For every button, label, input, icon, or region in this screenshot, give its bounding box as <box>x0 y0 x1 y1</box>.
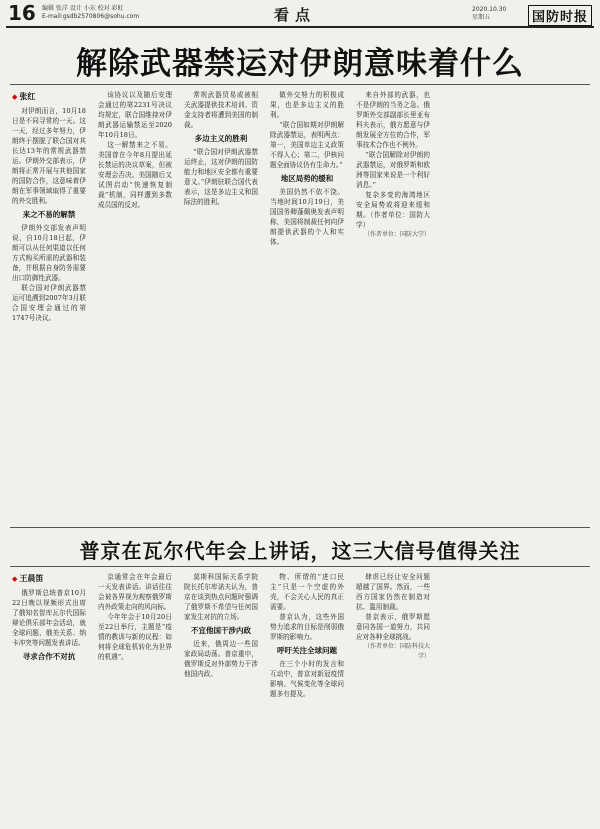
paragraph: 联合国对伊朗武器禁运可追溯到2007年3月联合国安理会通过的第1747号决议。 <box>12 284 86 322</box>
divider <box>10 84 590 85</box>
subheading: 不宜他国干涉内政 <box>191 626 251 635</box>
article-2-column-2 <box>98 572 172 822</box>
editorial-staff <box>42 5 139 21</box>
paragraph: 常规武器贸易或被相关武器提供技术培训、资金支持者将遭到美国的制裁。 <box>184 91 258 129</box>
article-2-column-4 <box>270 572 344 822</box>
paragraph: 做外交努力的积极成果，也是多边主义的胜利。 <box>270 91 344 119</box>
paragraph: 伊朗外交部发表声明说，自10月18日起，伊朗可以从任何渠道以任何方式购买所需的武器和装备，并根据自身防务需要出口防御性武器。 <box>12 224 86 282</box>
paragraph: “联合国对伊朗武器禁运终止，这对伊朗的国防能力和地区安全都有重要意义。”伊朗驻联合国代表表示，这是多边主义和国际法的胜利。 <box>184 148 258 206</box>
page-header <box>6 1 594 28</box>
paragraph: “联合国解除对伊朗的武器禁运，对俄罗斯和欧洲等国家来说是一个利好消息。” <box>356 151 430 189</box>
section-title: 看点 <box>274 6 317 24</box>
date: 2020.10.30 <box>472 6 507 13</box>
paragraph: “联合国如期对伊朗解除武器禁运，表明两点：第一，美国单边主义政策不得人心；第二，伊核问题全面协议仍有生命力。” <box>270 121 344 169</box>
article-1-column-2 <box>98 90 172 518</box>
paragraph: 肆虐已经让安全问题超越了国界。然而，一些西方国家仍然在制造对抗、滥用制裁。 <box>356 573 430 611</box>
paragraph: 近来，俄周边一些国家政局动荡。普京重申，俄罗斯反对外部势力干涉他国内政。 <box>184 640 258 678</box>
subheading: 地区局势的缓和 <box>280 174 334 183</box>
author-affiliation: （作者单位：国防大学） <box>363 231 430 238</box>
page-number: 16 <box>8 1 36 25</box>
author: 王晨笛 <box>19 574 44 583</box>
author: 张红 <box>19 92 36 101</box>
paragraph: 京通常会在年会最后一天发表讲话。讲话往往会被各界视为观察俄罗斯内外政策走向的风向标。 <box>98 573 172 611</box>
paragraph: 普京认为，这些外国势力追求的目标是削弱俄罗斯的影响力。 <box>270 613 344 641</box>
author-affiliation: （作者单位：国防科技大学） <box>363 643 430 660</box>
paragraph: 今年年会于10月20日至22日举行，主题是“疫情的教训与新的议程：如何将全球危机转化为世界的机遇”。 <box>98 613 172 661</box>
article-2-column-3 <box>184 572 258 822</box>
subheading: 寻求合作不对抗 <box>22 652 76 661</box>
paragraph: 在三个小时的发言和互动中，普京对新冠疫情影响、气候变化等全球问题多有提及。 <box>270 660 344 698</box>
article-1-column-5 <box>356 90 430 518</box>
article-2-column-1 <box>12 572 86 822</box>
article-2-headline: 普京在瓦尔代年会上讲话，这三大信号值得关注 <box>79 539 521 563</box>
subheading: 呼吁关注全球问题 <box>277 646 337 655</box>
diamond-icon: ◆ <box>12 575 18 583</box>
issue-date <box>472 6 506 22</box>
masthead-logo: 国防时报 <box>528 5 592 26</box>
divider <box>10 566 590 567</box>
article-1-headline: 解除武器禁运对伊朗意味着什么 <box>76 46 524 82</box>
paragraph: 莫斯科国际关系学院院长托尔库诺夫认为，普京在谈到热点问题时强调了俄罗斯不希望与任何国家发生对抗的立场。 <box>184 573 258 621</box>
divider <box>10 527 590 528</box>
paragraph: 该协议以及随后安理会通过的第2231号决议均规定，联合国维持对伊朗武器运输禁运至2020年10月18日。 <box>98 91 172 139</box>
paragraph: 普京表示，俄罗斯愿意同各国一道努力，共同应对各种全球挑战。 <box>356 613 430 641</box>
paragraph: 复杂多变的海湾地区安全局势或将迎来缓和期。（作者单位：国防大学） <box>356 191 430 229</box>
paragraph: 这一解禁来之不易。美国曾在今年8月提出延长禁运的决议草案，但被安理会否决。美国随后又试图启动“快速恢复制裁”机制，同样遭到多数成员国的反对。 <box>98 141 172 209</box>
paragraph: 对伊朗而言，10月18日是不同寻常的一天。这一天，经过多年努力，伊朗终于摆脱了联合国对其长达13年的常规武器禁运。伊朗外交部表示，伊朗将正常开展与其他国家的国防合作，这意味着伊朗在军事领域取得了重要的外交胜利。 <box>12 107 86 205</box>
subheading: 来之不易的解禁 <box>22 210 76 219</box>
article-2-byline <box>12 574 86 584</box>
article-1-column-3 <box>184 90 258 518</box>
weekday: 星期五 <box>472 14 491 21</box>
paragraph: 俄罗斯总统普京10月22日晚以视频形式出席了俄知名智库瓦尔代国际辩论俱乐部年会活动，就全球问题、俄美关系、纳卡冲突等问题发表讲话。 <box>12 589 86 647</box>
article-2-column-5 <box>356 572 430 822</box>
staff-line: 编辑 张洋 设计 小东 校对 彩虹 <box>42 5 124 12</box>
article-1-column-1 <box>12 90 86 518</box>
article-1-byline <box>12 92 86 102</box>
paragraph: 美国仍然不依不饶。当地时间10月19日，美国国务卿蓬佩奥发表声明称，美国将制裁任何向伊朗提供武器的个人和实体。 <box>270 188 344 246</box>
paragraph: 物、所谓的“进口民主”只是一个空虚的外壳，不会关心人民的真正需要。 <box>270 573 344 611</box>
diamond-icon: ◆ <box>12 93 18 101</box>
staff-email: E-mail:gsdb2570806@sohu.com <box>42 13 140 20</box>
paragraph: 来自外部的武器，也不是伊朗的当务之急。俄罗斯外交部副部长里亚布科夫表示，俄方愿意与伊朗发展全方位的合作，军事技术合作也不例外。 <box>356 91 430 149</box>
article-1-column-4 <box>270 90 344 518</box>
subheading: 多边主义的胜利 <box>194 134 248 143</box>
